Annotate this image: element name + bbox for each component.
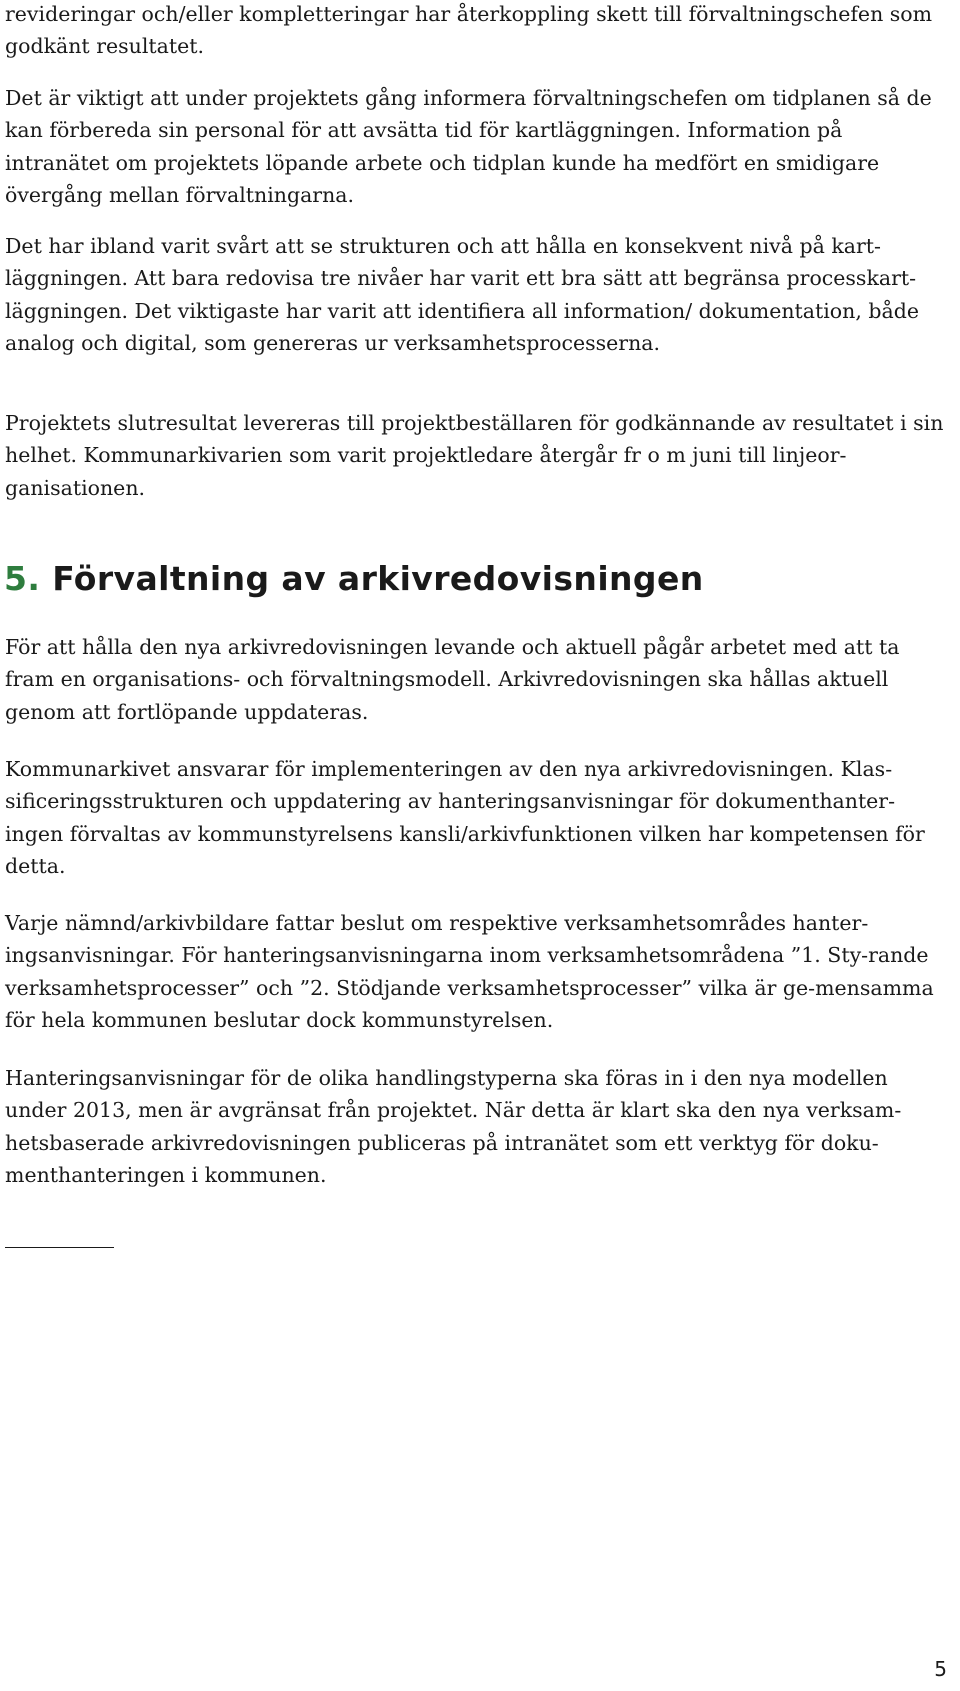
section-title: Förvaltning av arkivredovisningen (52, 559, 704, 598)
paragraph-handling-instructions: Hanteringsanvisningar för de olika handlingstyperna ska föras in i den nya modellen under 2013, men är avgränsat från projektet. När detta är klart ska den nya verksam-hetsbaserade arkivredovisningen publiceras på intranätet som ett verktyg för doku-menthanteringen i kommunen. (5, 1066, 902, 1187)
paragraph-intro-continuation: revideringar och/eller kompletteringar har återkoppling skett till förvaltningschefen som godkänt resultatet. (5, 2, 933, 59)
section-number: 5. (4, 559, 41, 598)
section-heading (4, 555, 949, 603)
footnote-separator (5, 1247, 114, 1248)
paragraph-mapping-structure: Det har ibland varit svårt att se strukturen och att hålla en konsekvent nivå på kart-läggningen. Att bara redovisa tre nivåer har varit ett bra sätt att begränsa processkart-läggningen. Det viktigaste har varit att identifiera all information/ dokumentation, både analog och digital, som genereras ur verksamhetsprocesserna. (5, 234, 919, 355)
paragraph-project-result: Projektets slutresultat levereras till projektbeställaren för godkännande av resultatet i sin helhet. Kommunarkivarien som varit projektledare återgår fr o m juni till linjeor-ganisationen. (5, 411, 944, 500)
paragraph-management-model: För att hålla den nya arkivredovisningen levande och aktuell pågår arbetet med att ta fram en organisations- och förvaltningsmodell. Arkivredovisningen ska hållas aktuell genom att fortlöpande uppdateras. (5, 635, 900, 724)
paragraph-board-decisions: Varje nämnd/arkivbildare fattar beslut om respektive verksamhetsområdes hanter-ingsanvisningar. För hanteringsanvisningarna inom verksamhetsområdena ”1. Sty-rande verksamhetsprocesser” och ”2. Stödjande verksamhetsprocesser” vilka är ge-mensamma för hela kommunen beslutar dock kommunstyrelsen. (5, 911, 934, 1032)
page-number: 5 (934, 1657, 947, 1681)
paragraph-archive-responsibility: Kommunarkivet ansvarar för implementeringen av den nya arkivredovisningen. Klas-sificeringsstrukturen och uppdatering av hanteringsanvisningar för dokumenthanter-ingen förvaltas av kommunstyrelsens kansli/arkivfunktionen vilken har kompetensen för detta. (5, 757, 925, 878)
paragraph-timeline-information: Det är viktigt att under projektets gång informera förvaltningschefen om tidplanen så de kan förbereda sin personal för att avsätta tid för kartläggningen. Information på intranätet om projektets löpande arbete och tidplan kunde ha medfört en smidigare övergång mellan förvaltningarna. (5, 86, 932, 207)
